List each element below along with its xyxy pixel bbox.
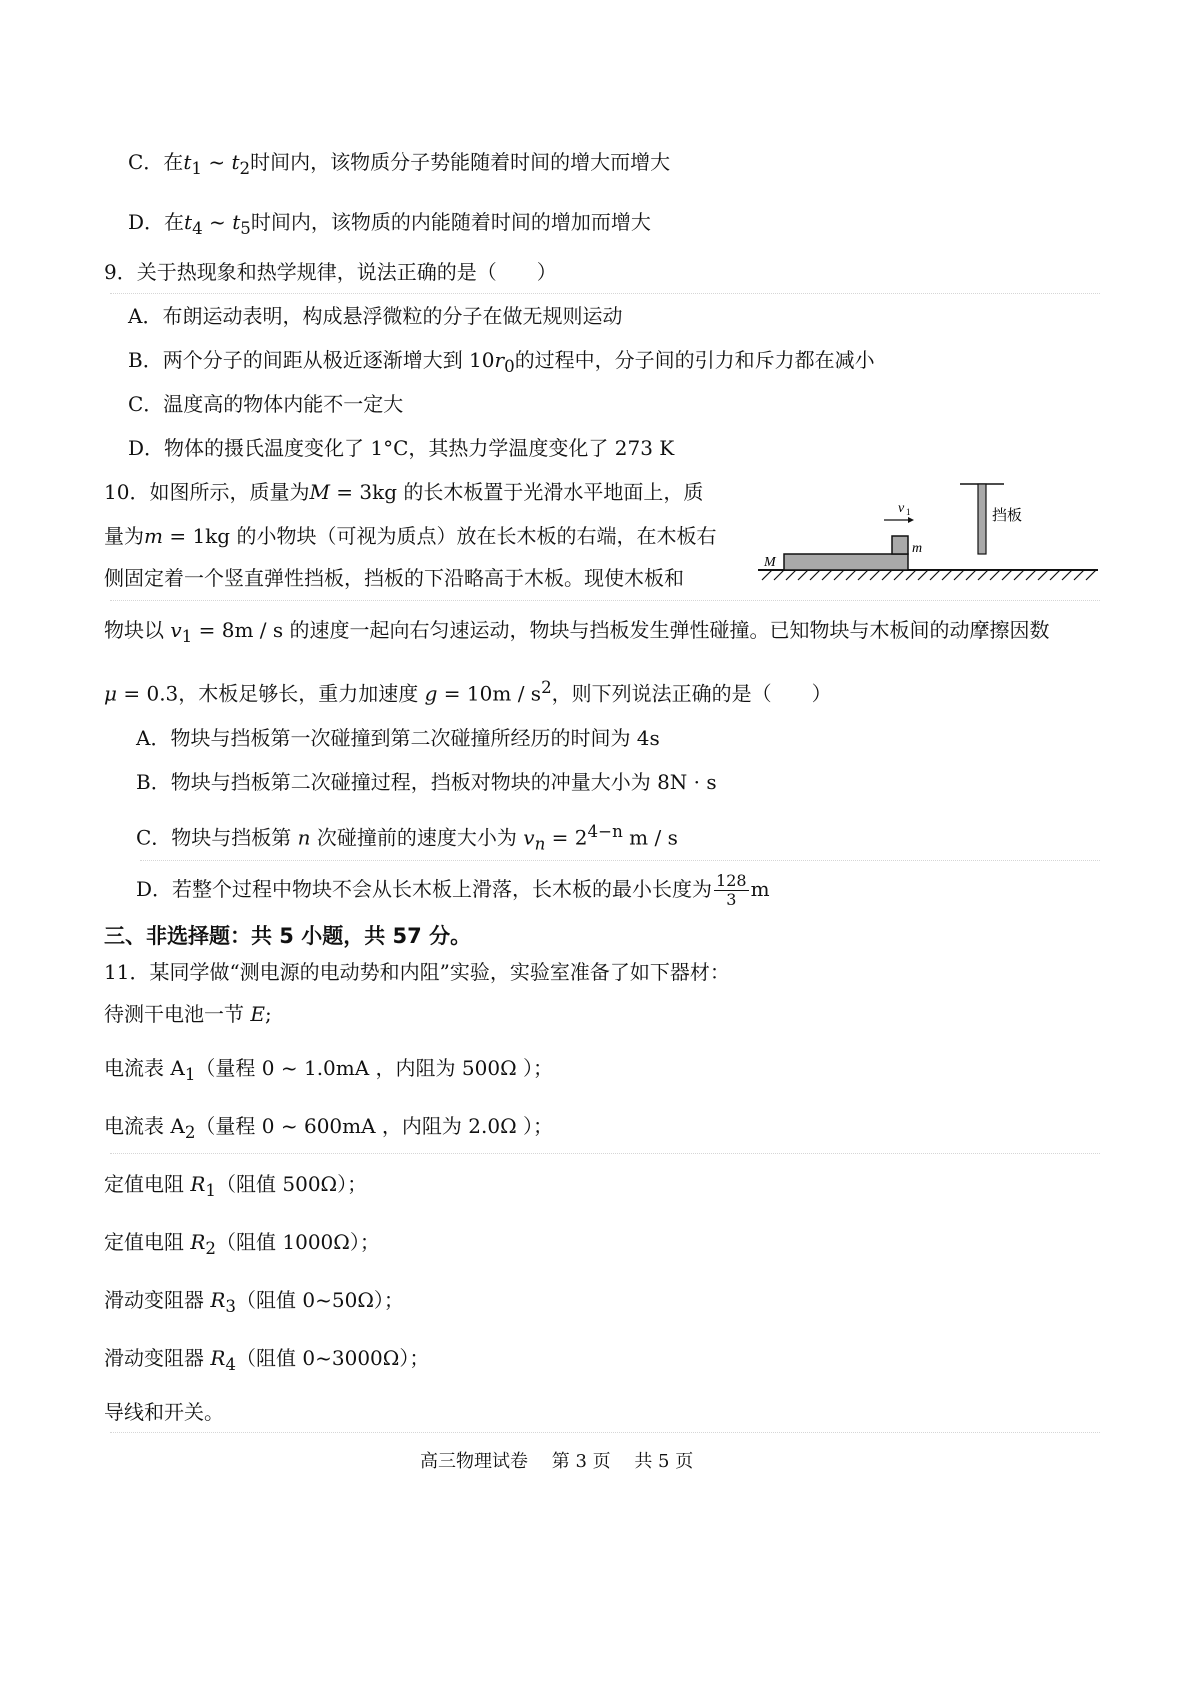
plank xyxy=(784,554,908,570)
q11-rheostat-r3: 滑动变阻器 $R_3$（阻值 0~50Ω）； xyxy=(104,1288,404,1316)
q11-battery: 待测干电池一节 E; xyxy=(104,1002,272,1026)
arrow-head xyxy=(908,517,914,523)
divider xyxy=(110,1432,1100,1433)
q9-option-a: A．布朗运动表明，构成悬浮微粒的分子在做无规则运动 xyxy=(128,304,623,328)
q11-rheostat-r4: 滑动变阻器 $R_4$（阻值 0~3000Ω）； xyxy=(104,1346,430,1374)
divider xyxy=(110,293,1100,294)
q8-option-d: D．在$t_4$ ~ $t_5$时间内，该物质的内能随着时间的增加而增大 xyxy=(128,210,651,238)
q11-wires: 导线和开关。 xyxy=(104,1400,224,1424)
q9-option-b: B．两个分子的间距从极近逐渐增大到 $10r_0$的过程中，分子间的引力和斥力都在减小 xyxy=(128,348,875,376)
q10-stem-line1: 10．如图所示，质量为M = 3kg 的长木板置于光滑水平地面上，质 xyxy=(104,480,704,504)
label-M: M xyxy=(764,555,776,570)
page-footer: 高三物理试卷 第 3 页 共 5 页 xyxy=(420,1451,694,1472)
q11-ammeter-a1: 电流表 $A_1$（量程 0 ~ 1.0mA ，内阻为 500Ω ）； xyxy=(104,1056,554,1084)
q10-option-c: C．物块与挡板第 n 次碰撞前的速度大小为 $v_n = 2^{4-n}$ m / s xyxy=(136,822,678,854)
label-m: m xyxy=(912,541,923,556)
q10-stem-line5: μ = 0.3，木板足够长，重力加速度 $g = 10m / s^2$，则下列说法正确的是（ ） xyxy=(104,678,832,706)
baffle xyxy=(978,484,986,554)
ground-hatch xyxy=(762,570,1096,580)
q9-stem: 9．关于热现象和热学规律，说法正确的是（ ） xyxy=(104,260,557,284)
q9-option-c: C．温度高的物体内能不一定大 xyxy=(128,392,404,416)
q10-option-d: D．若整个过程中物块不会从长木板上滑落，长木板的最小长度为 $\frac{128}{3}$ m xyxy=(136,871,770,909)
q10-option-b: B．物块与挡板第二次碰撞过程，挡板对物块的冲量大小为 8N · s xyxy=(136,770,717,794)
label-baffle: 挡板 xyxy=(992,506,1023,524)
q10-option-a: A．物块与挡板第一次碰撞到第二次碰撞所经历的时间为 4s xyxy=(136,726,660,750)
divider xyxy=(110,1153,1100,1154)
divider xyxy=(140,860,1100,861)
label-v1: v xyxy=(898,501,905,516)
collision-figure xyxy=(758,501,1098,638)
q11-resistor-r1: 定值电阻 $R_1$（阻值 500Ω）； xyxy=(104,1172,368,1200)
q11-ammeter-a2: 电流表 $A_2$（量程 0 ~ 600mA ，内阻为 2.0Ω ）； xyxy=(104,1114,554,1142)
section-heading: 三、非选择题：共 5 小题，共 57 分。 xyxy=(104,924,472,948)
q8-option-c: C．在$t_1$ ~ $t_2$时间内，该物质分子势能随着时间的增大而增大 xyxy=(128,150,671,178)
q9-option-d: D．物体的摄氏温度变化了 1°C，其热力学温度变化了 273 K xyxy=(128,436,675,460)
fraction: $\frac{128}{3}$ xyxy=(716,871,747,909)
q10-stem-line4: 物块以 $v_1 = 8m / s$ 的速度一起向右匀速运动，物块与挡板发生弹性碰撞。已知物块与木板间的动摩擦因数 xyxy=(104,618,1050,646)
q10-stem-line2: 量为m = 1kg 的小物块（可视为质点）放在长木板的右端，在木板右 xyxy=(104,524,717,548)
q11-resistor-r2: 定值电阻 $R_2$（阻值 1000Ω）； xyxy=(104,1230,380,1258)
q11-stem: 11．某同学做“测电源的电动势和内阻”实验，实验室准备了如下器材： xyxy=(104,960,730,984)
label-v1-sub: 1 xyxy=(906,507,911,517)
q10-stem-line3: 侧固定着一个竖直弹性挡板，挡板的下沿略高于木板。现使木板和 xyxy=(104,566,684,590)
block xyxy=(892,536,908,554)
